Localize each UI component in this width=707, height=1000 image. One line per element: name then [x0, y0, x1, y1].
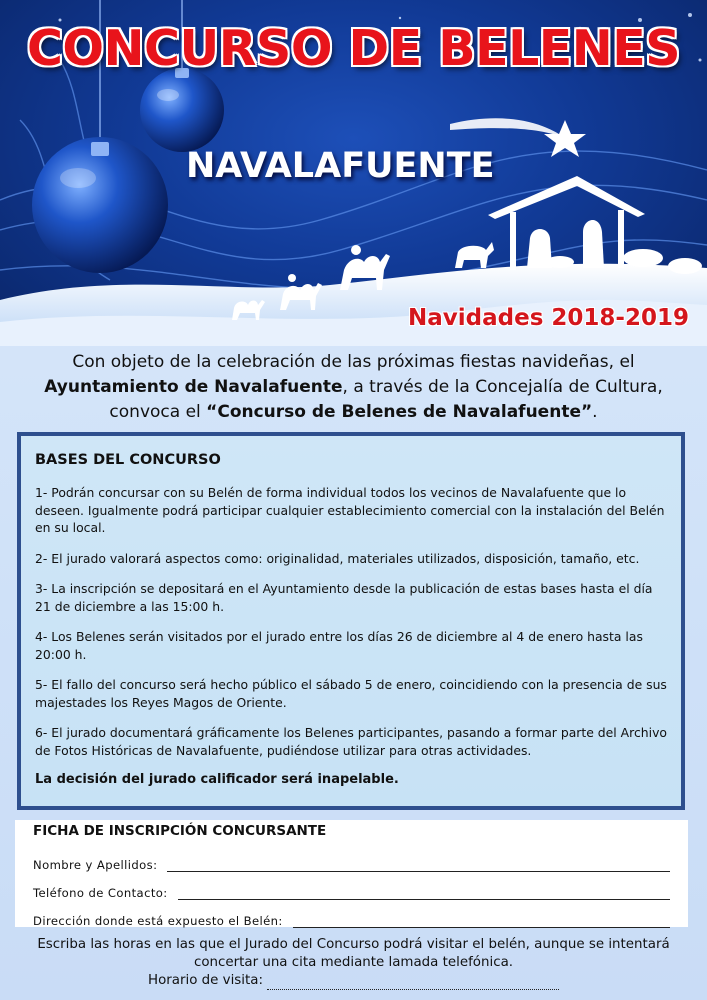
intro-line-2: [20, 375, 687, 400]
phone-row: [33, 876, 670, 904]
visit-hours-label: Horario de visita:: [148, 973, 263, 988]
rule-item: 4- Los Belenes serán visitados por el jurado entre los días 26 de diciembre al 4 de enero hasta las 20:00 h.: [35, 629, 643, 662]
registration-form: [15, 820, 688, 927]
visit-hours-field[interactable]: [267, 978, 559, 990]
address-label: Dirección donde está expuesto el Belén:: [33, 914, 283, 928]
intro-line-3-text: convoca el: [109, 402, 207, 422]
rule-item: 1- Podrán concursar con su Belén de forma individual todos los vecinos de Navalafuente que lo deseen. Igualmente podrá participar cualquier establecimiento comercial con la instalación del Belén en su local.: [35, 485, 665, 535]
phone-label: Teléfono de Contacto:: [33, 886, 168, 900]
rule-item: 6- El jurado documentará gráficamente los Belenes participantes, pasando a formar parte del Archivo de Fotos Históricas de Navalafuente, pudiéndose utilizar para otras actividades.: [35, 725, 667, 758]
form-heading: FICHA DE INSCRIPCIÓN CONCURSANTE: [33, 823, 327, 839]
intro-line-3-end: .: [592, 402, 598, 422]
visit-instructions: Escriba las horas en las que el Jurado del Concurso podrá visitar el belén, aunque se intentará concertar una cita mediante lamada telefónica.: [37, 937, 670, 970]
rule-item: 3- La inscripción se depositará en el Ayuntamiento desde la publicación de estas bases hasta el día 21 de diciembre a las 15:00 h.: [35, 581, 653, 614]
intro-line-3: [20, 400, 687, 425]
visit-hours-row: [148, 972, 559, 990]
jury-verdict-note: La decisión del jurado calificador será inapelable.: [35, 772, 399, 787]
contest-name: “Concurso de Belenes de Navalafuente”: [206, 402, 593, 422]
header-banner: [0, 0, 707, 346]
poster-title: CONCURSO DE BELENES: [26, 20, 681, 77]
rule-item: 5- El fallo del concurso será hecho público el sábado 5 de enero, coincidiendo con la presencia de sus majestades los Reyes Magos de Oriente.: [35, 677, 667, 710]
ornament-icon: [32, 137, 168, 273]
intro-line-2-text: , a través de la Concejalía de Cultura,: [342, 377, 663, 397]
name-field[interactable]: [167, 860, 670, 872]
name-row: [33, 848, 670, 876]
organizer-name: Ayuntamiento de Navalafuente: [44, 377, 343, 397]
intro-line-1: Con objeto de la celebración de las próximas fiestas navideñas, el: [72, 352, 635, 372]
contest-rules-box: [17, 432, 685, 810]
footer-note: [10, 936, 697, 990]
stable-icon: [455, 176, 702, 274]
season-label: Navidades 2018-2019: [408, 305, 689, 331]
address-field[interactable]: [293, 916, 670, 928]
ornament-icon: [140, 68, 224, 152]
intro-paragraph: [20, 350, 687, 425]
address-row: [33, 904, 670, 932]
name-label: Nombre y Apellidos:: [33, 858, 158, 872]
town-name: NAVALAFUENTE: [186, 146, 495, 186]
phone-field[interactable]: [178, 888, 670, 900]
rule-item: 2- El jurado valorará aspectos como: originalidad, materiales utilizados, disposición, tamaño, etc.: [35, 550, 640, 566]
rules-heading: BASES DEL CONCURSO: [35, 452, 221, 468]
